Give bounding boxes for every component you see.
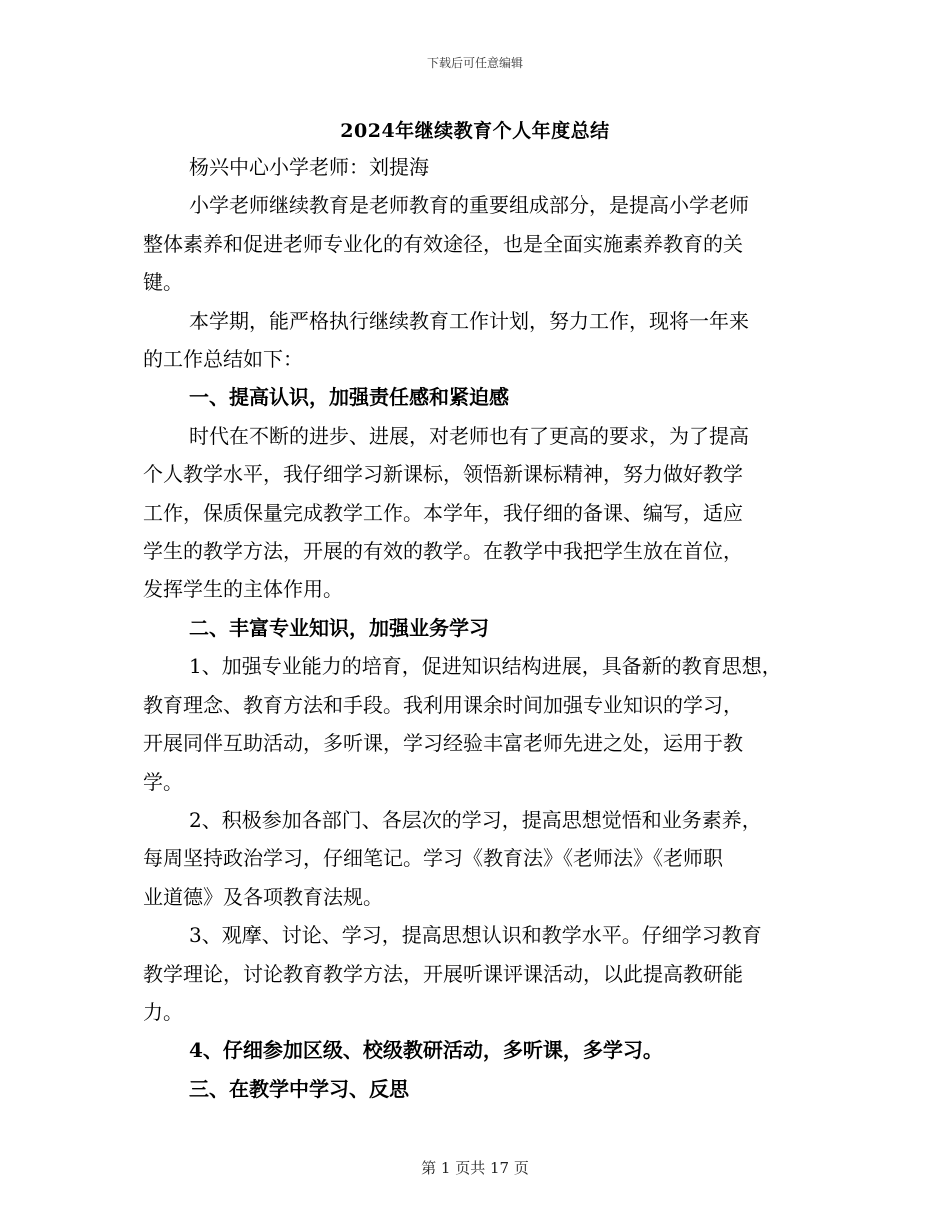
section-2-heading bbox=[143, 609, 823, 647]
section-2-item-3 bbox=[143, 916, 823, 1031]
text-line: 每周坚持政治学习，仔细笔记。学习《教育法》《老师法》《老师职 bbox=[143, 846, 723, 871]
section-1-heading bbox=[143, 378, 823, 416]
section-3-heading bbox=[143, 1070, 823, 1108]
section-2-item-1 bbox=[143, 647, 823, 801]
section-2-item-4 bbox=[143, 1031, 823, 1069]
text-line: 发挥学生的主体作用。 bbox=[143, 577, 343, 602]
text-line: 2、积极参加各部门、各层次的学习，提高思想觉悟和业务素养， bbox=[189, 807, 762, 832]
intro-paragraph bbox=[143, 186, 823, 301]
text-line: 本学期，能严格执行继续教育工作计划，努力工作，现将一年来 bbox=[189, 308, 749, 333]
text-line: 时代在不断的进步、进展，对老师也有了更高的要求，为了提高 bbox=[189, 423, 749, 448]
text-line: 4、仔细参加区级、校级教研活动，多听课，多学习。 bbox=[189, 1038, 663, 1063]
text-line: 键。 bbox=[143, 270, 183, 295]
text-line: 1、加强专业能力的培育，促进知识结构进展，具备新的教育思想， bbox=[189, 654, 782, 679]
text-line: 二、丰富专业知识，加强业务学习 bbox=[189, 615, 489, 640]
text-line: 个人教学水平，我仔细学习新课标，领悟新课标精神，努力做好教学 bbox=[143, 462, 743, 487]
text-line: 杨兴中心小学老师：刘提海 bbox=[189, 155, 429, 179]
text-line: 教育理念、教育方法和手段。我利用课余时间加强专业知识的学习， bbox=[143, 692, 743, 717]
text-line: 一、提高认识，加强责任感和紧迫感 bbox=[189, 385, 509, 410]
text-line: 整体素养和促进老师专业化的有效途径，也是全面实施素养教育的关 bbox=[143, 231, 743, 256]
text-line: 力。 bbox=[143, 999, 183, 1024]
text-line: 三、在教学中学习、反思 bbox=[189, 1076, 409, 1101]
header-note: 下载后可任意编辑 bbox=[426, 56, 523, 70]
text-line: 学。 bbox=[143, 769, 183, 794]
plan-paragraph bbox=[143, 302, 823, 379]
document-title: 2024年继续教育个人年度总结 bbox=[340, 120, 610, 142]
text-line: 学生的教学方法，开展的有效的教学。在教学中我把学生放在首位， bbox=[143, 539, 743, 564]
section-1-paragraph bbox=[143, 417, 823, 609]
text-line: 教学理论，讨论教育教学方法，开展听课评课活动，以此提高教研能 bbox=[143, 961, 743, 986]
author-line bbox=[143, 148, 823, 186]
text-line: 工作，保质保量完成教学工作。本学年，我仔细的备课、编写，适应 bbox=[143, 500, 743, 525]
text-line: 开展同伴互助活动，多听课，学习经验丰富老师先进之处，运用于教 bbox=[143, 731, 743, 756]
text-line: 小学老师继续教育是老师教育的重要组成部分，是提高小学老师 bbox=[189, 193, 749, 218]
text-line: 的工作总结如下： bbox=[143, 347, 303, 372]
text-line: 业道德》及各项教育法规。 bbox=[143, 884, 383, 909]
text-line: 3、观摩、讨论、学习，提高思想认识和教学水平。仔细学习教育 bbox=[189, 923, 762, 948]
document-body bbox=[143, 148, 823, 1108]
section-2-item-2 bbox=[143, 801, 823, 916]
page-footer: 第 1 页共 17 页 bbox=[421, 1159, 529, 1177]
